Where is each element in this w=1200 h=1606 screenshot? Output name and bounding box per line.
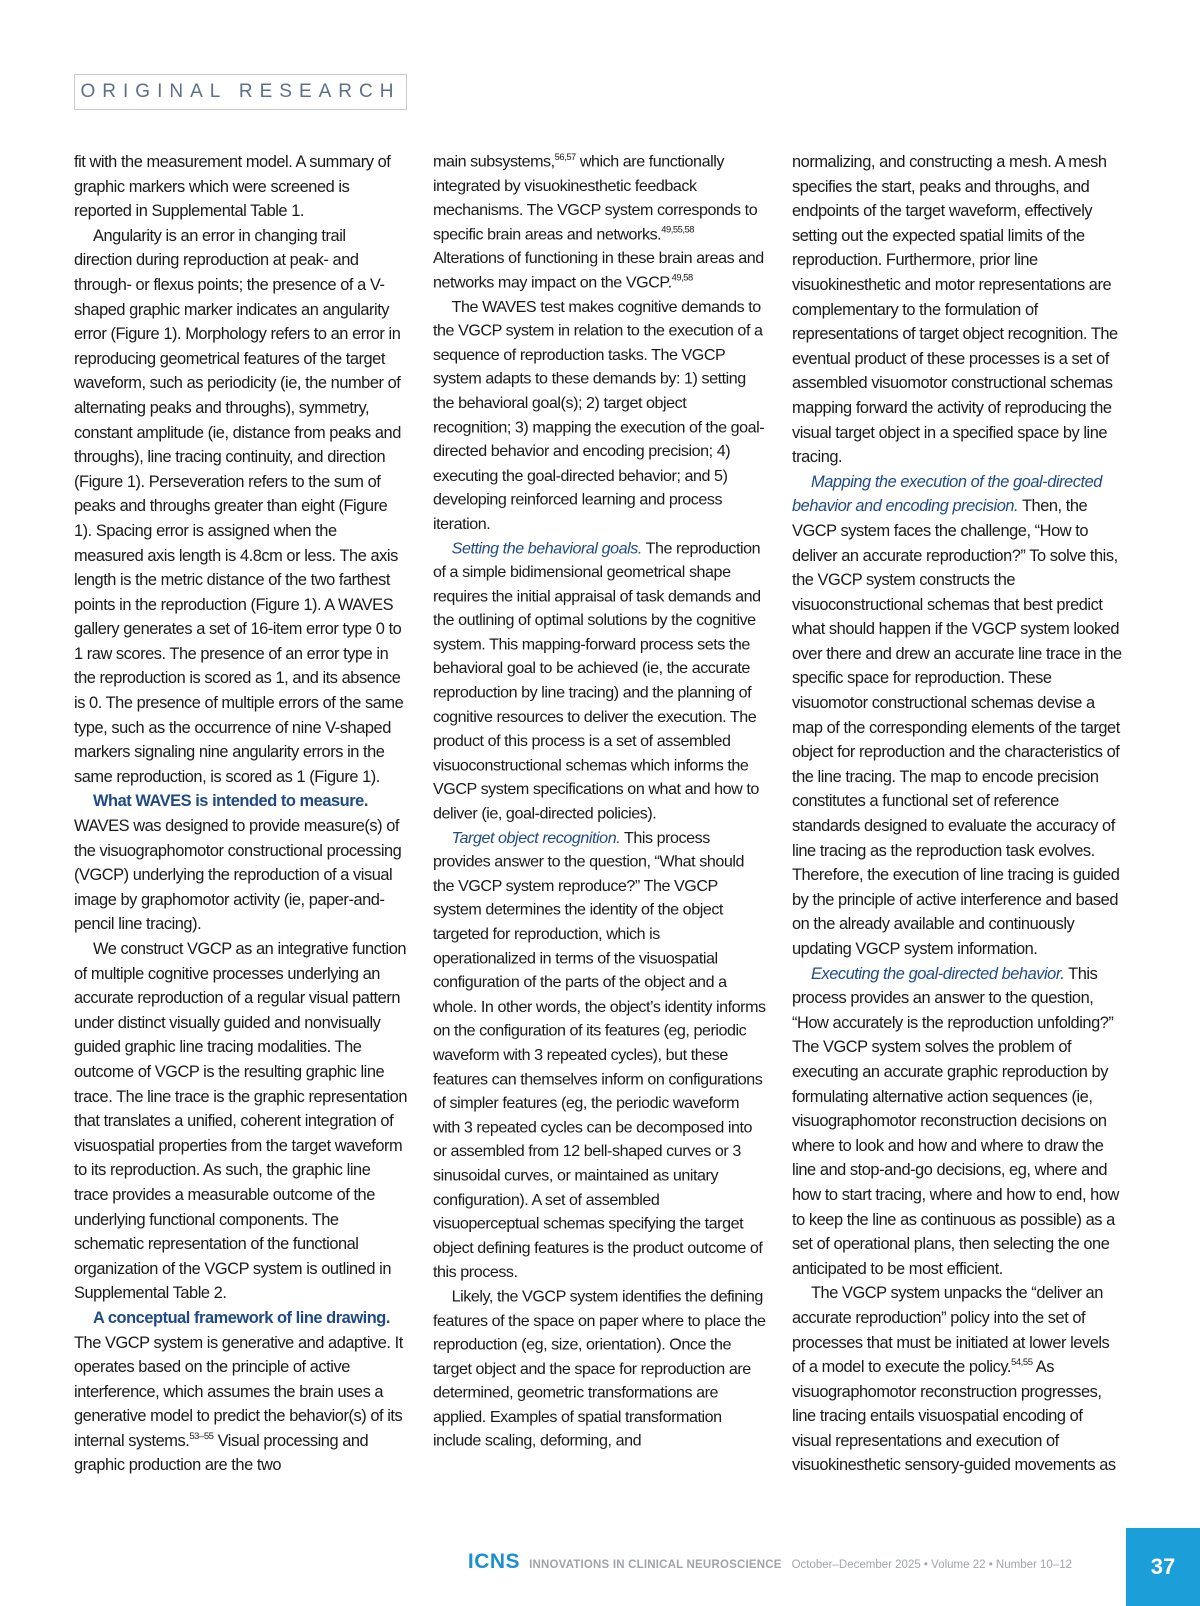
paragraph-text: The VGCP system unpacks the “deliver an accurate reproduction” policy into the set of processes that must be initiated at lower levels of a model to execute the policy.	[792, 1284, 1110, 1377]
paragraph: WAVES was designed to provide measure(s) of the visuographomotor constructional processing (VGCP) underlying the reproduction of a visual image by graphomotor activity (ie, paper-and-pencil line tracing).	[74, 817, 402, 934]
paragraph	[74, 789, 407, 814]
paragraph-text: Visual processing and graphic production are the two	[74, 1431, 369, 1475]
section-heading: What WAVES is intended to measure.	[93, 792, 368, 811]
paragraph-text: Then, the VGCP system faces the challenge, “How to deliver an accurate reproduction?” To solve this, the VGCP system constructs the visuoconstructional schemas that best predict what should happen if the VGCP system looked over there and drew an accurate line trace in the specific space for reproduction. These visuomotor constructional schemas devise a map of the corresponding elements of the target object for reproduction and the characteristics of the line tracing. The map to encode precision constitutes a functional set of reference standards designed to evaluate the accuracy of line tracing as the reproduction task evolves. Therefore, the execution of line tracing is guided by the principle of active interference and based on the already available and continuously updating VGCP system information.	[792, 497, 1122, 958]
page-number: 37	[1126, 1528, 1200, 1606]
citation: 53–55	[189, 1430, 214, 1442]
paragraph-text: Alterations of functioning in these brain areas and networks may impact on the VGCP.	[433, 249, 764, 292]
journal-logo: ICNS	[467, 1550, 521, 1573]
paragraph: The WAVES test makes cognitive demands to the VGCP system in relation to the execution of a sequence of reproduction tasks. The VGCP system adapts to these demands by: 1) setting the behavioral goal(s); 2) target object recognition; 3) mapping the execution of the goal-directed behavior and encoding precision; 4) executing the goal-directed behavior; and 5) developing reinforced learning and process iteration.	[433, 297, 765, 533]
citation: 49,58	[671, 272, 693, 284]
column-3	[792, 150, 1125, 1478]
paragraph: fit with the measurement model. A summary of graphic markers which were screened is reported in Supplemental Table 1.	[74, 153, 391, 221]
footer-text	[468, 1550, 1072, 1574]
paragraph-text: main subsystems,	[433, 152, 555, 171]
citation: 54,55	[1011, 1357, 1033, 1369]
paragraph: Likely, the VGCP system identifies the defining features of the space on paper where to place the reproduction (eg, size, orientation). Once the target object and the space for reproduction are determined, geometric transformations are applied. Examples of spatial transformation include scaling, deforming, and	[433, 1287, 766, 1450]
paragraph-text: As visuographomotor reconstruction progresses, line tracing entails visuospatial encoding of visual representations and execution of visuokinesthetic sensory-guided movements as	[792, 1358, 1116, 1475]
paragraph: We construct VGCP as an integrative function of multiple cognitive processes underlying an accurate reproduction of a regular visual pattern under distinct visually guided and nonvisually guided graphic line tracing modalities. The outcome of VGCP is the resulting graphic line trace. The line trace is the graphic representation that translates a unified, coherent integration of visuospatial properties from the target waveform to its reproduction. As such, the graphic line trace provides a measurable outcome of the underlying functional components. The schematic representation of the functional organization of the VGCP system is outlined in Supplemental Table 2.	[74, 940, 407, 1303]
citation: 56,57	[554, 151, 576, 163]
citation: 49,55,58	[661, 224, 694, 236]
subsection-heading: Setting the behavioral goals.	[451, 539, 642, 557]
paragraph	[433, 150, 766, 295]
paragraph	[792, 1281, 1125, 1478]
paragraph	[433, 536, 766, 826]
paragraph	[433, 826, 766, 1285]
paragraph-text: The VGCP system is generative and adaptive. It operates based on the principle of active interference, which assumes the brain uses a generative model to predict the behavior(s) of its internal systems.	[74, 1333, 403, 1450]
page-footer	[0, 1528, 1200, 1606]
issue-info: October–December 2025 • Volume 22 • Number 10–12	[791, 1559, 1072, 1571]
subsection-heading: Executing the goal-directed behavior.	[811, 964, 1065, 983]
subsection-heading: Target object recognition.	[451, 828, 621, 847]
paragraph: normalizing, and constructing a mesh. A mesh specifies the start, peaks and throughs, and endpoints of the target waveform, effectively setting out the expected spatial limits of the reproduction. Furthermore, prior line visuokinesthetic and motor representations are complementary to the formulation of representations of target object recognition. The eventual product of these processes is a set of assembled visuomotor constructional schemas mapping forward the activity of reproducing the visual target object in a specified space by line tracing.	[792, 153, 1118, 467]
paragraph	[792, 470, 1125, 962]
paragraph	[74, 1306, 407, 1478]
subsection-heading: Mapping the execution of the goal-directed behavior and encoding precision.	[792, 472, 1102, 516]
paragraph-text: This process provides answer to the question, “What should the VGCP system reproduce?” The VGCP system determines the identity of the object targeted for reproduction, which is operationalized in terms of the visuospatial configuration of the parts of the object and a whole. In other words, the object’s identity informs on the configuration of its features (eg, periodic waveform with 3 repeated cycles), but these features can themselves inform on configurations of simpler features (eg, the periodic waveform with 3 repeated cycles can be decomposed into or assembled from 12 bell-shaped curves or 3 sinusoidal curves, or maintained as unitary configuration). A set of assembled visuoperceptual schemas specifying the target object defining features is the product outcome of this process.	[433, 828, 766, 1282]
section-heading: A conceptual framework of line drawing.	[93, 1308, 390, 1327]
paragraph-text: This process provides an answer to the question, “How accurately is the reproduction unfolding?” The VGCP system solves the problem of executing an accurate graphic reproduction by formulating alternative action sequences (ie, visuographomotor reconstruction decisions on where to look and how and where to draw the line and stop-and-go decisions, eg, where and how to start tracing, where and how to end, how to keep the line as continuous as possible) as a set of operational plans, then selecting the one anticipated to be most efficient.	[792, 964, 1119, 1278]
column-2	[433, 150, 766, 1454]
journal-name: INNOVATIONS IN CLINICAL NEUROSCIENCE	[529, 1559, 782, 1571]
paragraph	[792, 962, 1125, 1282]
paragraph: Angularity is an error in changing trail direction during reproduction at peak- and through- or flexus points; the presence of a V-shaped graphic marker indicates an angularity error (Figure 1). Morphology refers to an error in reproducing geometrical features of the target waveform, such as periodicity (ie, the number of alternating peaks and throughs), symmetry, constant amplitude (ie, distance from peaks and throughs), line tracing continuity, and direction (Figure 1). Perseveration refers to the sum of peaks and throughs greater than eight (Figure 1). Spacing error is assigned when the measured axis length is 4.8cm or less. The axis length is the metric distance of the two farthest points in the reproduction (Figure 1). A WAVES gallery generates a set of 16-item error type 0 to 1 raw scores. The presence of an error type in the reproduction is scored as 1, and its absence is 0. The presence of multiple errors of the same type, such as the occurrence of nine V-shaped markers signaling nine angularity errors in the same reproduction, is scored as 1 (Figure 1).	[74, 226, 404, 786]
paragraph-text: The reproduction of a simple bidimensional geometrical shape requires the initial appraisal of task demands and the outlining of optimal solutions by the cognitive system. This mapping-forward process sets the behavioral goal to be achieved (ie, the accurate reproduction by line tracing) and the planning of cognitive resources to deliver the execution. The product of this process is a set of assembled visuoconstructional schemas which informs the VGCP system specifications on what and how to deliver (ie, goal-directed policies).	[433, 539, 761, 823]
section-label: ORIGINAL RESEARCH	[74, 74, 407, 110]
paragraph-text: which are functionally integrated by visuokinesthetic feedback mechanisms. The VGCP system corresponds to specific brain areas and networks.	[433, 152, 758, 244]
column-1	[74, 150, 407, 1478]
